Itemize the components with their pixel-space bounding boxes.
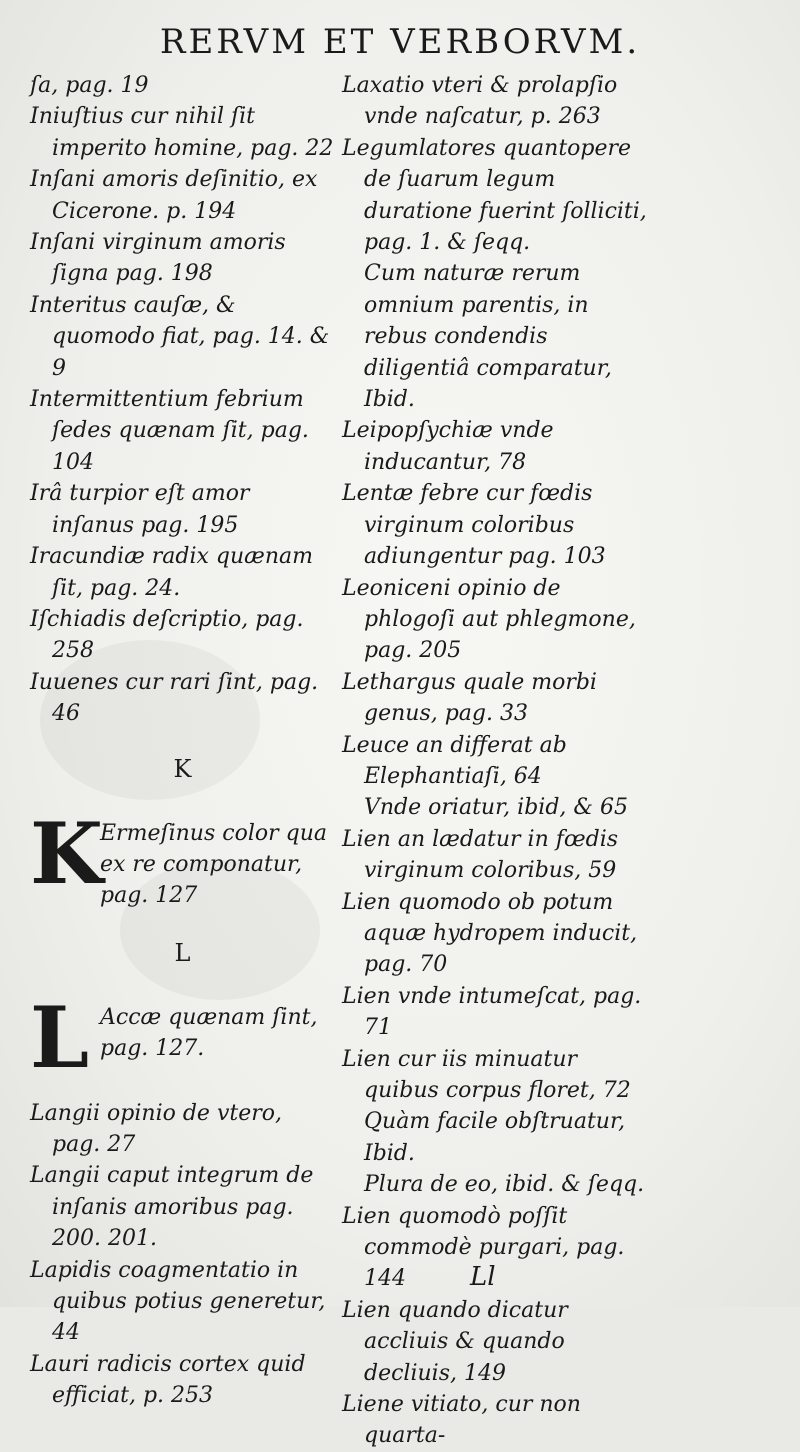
index-entry: Quàm facile obſtruatur, Ibid. bbox=[364, 1109, 626, 1166]
l-first-entry bbox=[30, 987, 335, 1098]
section-letter-l: L bbox=[174, 938, 191, 967]
index-entry: Lien an lædatur in fœdis virginum coloribus, 59 bbox=[342, 826, 619, 884]
index-entry: Laxatio vteri & prolapſio vnde naſcatur, p. 263 bbox=[342, 73, 618, 130]
index-entry: ſa, pag. 19 bbox=[30, 73, 149, 98]
index-entry: Leoniceni opinio de phlogoſi aut phlegmone, pag. 205 bbox=[342, 575, 636, 664]
right-column bbox=[342, 70, 654, 1452]
index-entry: Lauri radicis cortex quid efficiat, p. 253 bbox=[30, 1351, 306, 1409]
running-header: RERVM ET VERBORVM. bbox=[159, 22, 641, 62]
index-entry: Lien cur iis minuatur quibus corpus floret, 72 bbox=[342, 1046, 631, 1103]
index-entry: Lethargus quale morbi genus, pag. 33 bbox=[342, 669, 597, 727]
k-entry-text: Ermeſinus color qua ex re componatur, pag. 127 bbox=[100, 820, 327, 909]
index-entry: Lien quomodò poſſit commodè purgari, pag. 144 bbox=[342, 1203, 625, 1292]
index-entry: Irâ turpior eſt amor inſanus pag. 195 bbox=[30, 481, 250, 538]
drop-cap-l: L bbox=[30, 987, 90, 1087]
left-column bbox=[30, 70, 335, 1412]
index-entry: Lien vnde intumeſcat, pag. 71 bbox=[342, 983, 642, 1041]
right-entries bbox=[342, 70, 654, 1452]
index-entry: Cum naturæ rerum omnium parentis, in rebus condendis diligentiâ comparatur, Ibid. bbox=[364, 261, 612, 413]
index-entry: Liene vitiato, cur non quarta- bbox=[342, 1392, 581, 1449]
index-entry: Lien quomodo ob potum aquæ hydropem inducit, pag. 70 bbox=[342, 889, 638, 978]
index-entry: Leipopſychiæ vnde inducantur, 78 bbox=[342, 418, 554, 475]
drop-cap-k: K bbox=[30, 803, 104, 903]
index-entry: Inſani amoris deſinitio, ex Cicerone. p. 194 bbox=[30, 167, 318, 224]
index-entry: Lien quando dicatur accliuis & quando decliuis, 149 bbox=[342, 1297, 568, 1386]
k-first-entry bbox=[30, 803, 335, 914]
index-entry: Iracundiæ radix quænam ſit, pag. 24. bbox=[30, 544, 314, 601]
index-entry: Inſani virginum amoris ſigna pag. 198 bbox=[30, 230, 286, 287]
section-letter-k: K bbox=[173, 754, 192, 783]
index-entry: Langii caput integrum de inſanis amoribus pag. 200. 201. bbox=[30, 1163, 314, 1252]
index-entry: Intermittentium febrium ſedes quænam ſit, pag. 104 bbox=[30, 387, 309, 475]
index-entry: Interitus cauſæ, & quomodo fiat, pag. 14. & 9 bbox=[30, 292, 330, 381]
catchword: Ll bbox=[470, 1262, 496, 1292]
index-entry: Legumlatores quantopere de ſuarum legum duratione fuerint ſolliciti, pag. 1. & ſeqq. bbox=[342, 135, 647, 256]
index-entry: Iſchiadis deſcriptio, pag. 258 bbox=[30, 606, 304, 664]
l-entry-text: Accæ quænam ſint, pag. 127. bbox=[100, 1004, 318, 1061]
index-entry: Lapidis coagmentatio in quibus potius generetur, 44 bbox=[30, 1257, 326, 1346]
index-entry: Plura de eo, ibid. & ſeqq. bbox=[364, 1172, 645, 1198]
left-entries-top bbox=[30, 70, 335, 730]
index-entry: Iuuenes cur rari ſint, pag. 46 bbox=[30, 669, 319, 727]
left-entries-bottom bbox=[30, 1098, 335, 1412]
index-entry: Leuce an differat ab Elephantiaſi, 64 bbox=[342, 732, 567, 789]
index-entry: Vnde oriatur, ibid, & 65 bbox=[364, 795, 628, 821]
index-entry: Lentæ febre cur fœdis virginum coloribus adiungentur pag. 103 bbox=[342, 481, 606, 570]
index-entry: Langii opinio de vtero, pag. 27 bbox=[30, 1100, 282, 1157]
index-entry: Iniuſtius cur nihil ſit imperito homine, pag. 22 bbox=[30, 104, 334, 161]
